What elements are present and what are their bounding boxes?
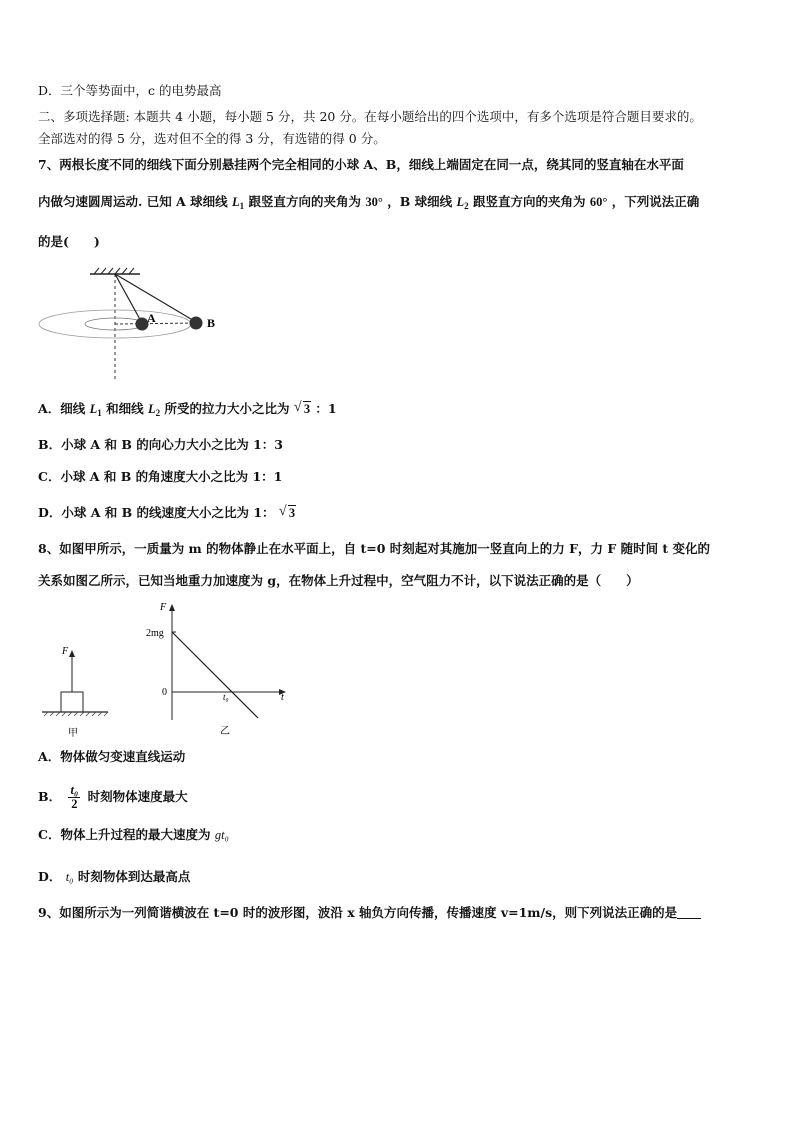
q7-L2: $L_2$ <box>456 195 469 211</box>
axis-f-label: F <box>160 602 167 613</box>
q8-option-a: A．物体做匀变速直线运动 <box>38 749 186 764</box>
section2-line2: 全部选对的得 5 分，选对但不全的得 3 分，有选错的得 0 分。 <box>38 131 386 146</box>
figure-yi-caption: 乙 <box>220 726 230 737</box>
q8-figure-yi <box>140 600 300 740</box>
sqrt-3: √ 3 <box>294 400 311 418</box>
ceiling-hatch <box>90 268 140 274</box>
q7-angle-b: 60° <box>589 195 608 209</box>
figure-jia-caption: 甲 <box>68 728 78 739</box>
origin-label: 0 <box>162 687 167 698</box>
q7-option-b: B．小球 A 和 B 的向心力大小之比为 1：3 <box>38 437 283 452</box>
q7-figure <box>36 264 246 384</box>
force-label: F <box>62 646 69 657</box>
sqrt-3: √ 3 <box>279 504 296 522</box>
q8-option-b: B． $\frac{\text{t₀}}{2}$ 时刻物体速度最大 <box>38 783 188 811</box>
q9-stem-line1: 9、如图所示为一列简谐横波在 t=0 时的波形图，波沿 x 轴负方向传播，传播速度 v=1m/s，则下列说法正确的是 <box>38 904 701 922</box>
section2-line1: 二、多项选择题: 本题共 4 小题，每小题 5 分，共 20 分。在每小题给出的四个选项中，有多个选项是符合题目要求的。 <box>38 109 702 124</box>
axis-t-label: t <box>281 692 284 703</box>
block <box>61 692 83 712</box>
q7-stem-line1: 7、两根长度不同的细线下面分别悬挂两个完全相同的小球 A、B，细线上端固定在同一点，绕其同的竖直轴在水平面 <box>38 157 684 172</box>
q8-stem-line2: 关系如图乙所示，已知当地重力加速度为 g，在物体上升过程中，空气阻力不计，以下说法正确的是（ ） <box>38 573 639 588</box>
q7-option-c: C．小球 A 和 B 的角速度大小之比为 1：1 <box>38 469 283 484</box>
q8-option-c: C．物体上升过程的最大速度为 gt₀ <box>38 827 229 842</box>
q6-option-d: D．三个等势面中，c 的电势最高 <box>38 83 222 98</box>
q7-stem-line2: 内做匀速圆周运动. 已知 A 球细线 $L_1$ 跟竖直方向的夹角为 30° ，B 球细线 $L_2$ 跟竖直方向的夹角为 60° ，下列说法正确 <box>38 194 700 211</box>
tick-t0: t₀ <box>223 692 229 702</box>
q7-stem-line3: 的是( ) <box>38 234 100 249</box>
q8-figure-jia <box>38 640 118 740</box>
q7-angle-a: 30° <box>365 195 383 209</box>
answer-blank[interactable] <box>677 906 701 919</box>
ball-a-label: A <box>147 311 156 325</box>
force-line <box>172 632 258 718</box>
ball-b <box>190 317 203 330</box>
q7-L1: $L_1$ <box>231 195 245 211</box>
fraction-t0-over-2: $\frac{\text{t₀}}{2}$ <box>70 783 79 811</box>
ball-b-label: B <box>207 316 216 330</box>
q7-option-d: D．小球 A 和 B 的线速度大小之比为 1： √ 3 <box>38 504 296 522</box>
q8-option-d: D． t₀ 时刻物体到达最高点 <box>38 869 191 884</box>
tick-2mg: 2mg <box>146 628 164 639</box>
q8-stem-line1: 8、如图甲所示，一质量为 m 的物体静止在水平面上，自 t=0 时刻起对其施加一竖直向上的力 F，力 F 随时间 t 变化的 <box>38 541 711 556</box>
q7-option-a: A．细线 $L_1$ 和细线 $L_2$ 所受的拉力大小之比为 √ 3 ：1 <box>38 400 337 422</box>
